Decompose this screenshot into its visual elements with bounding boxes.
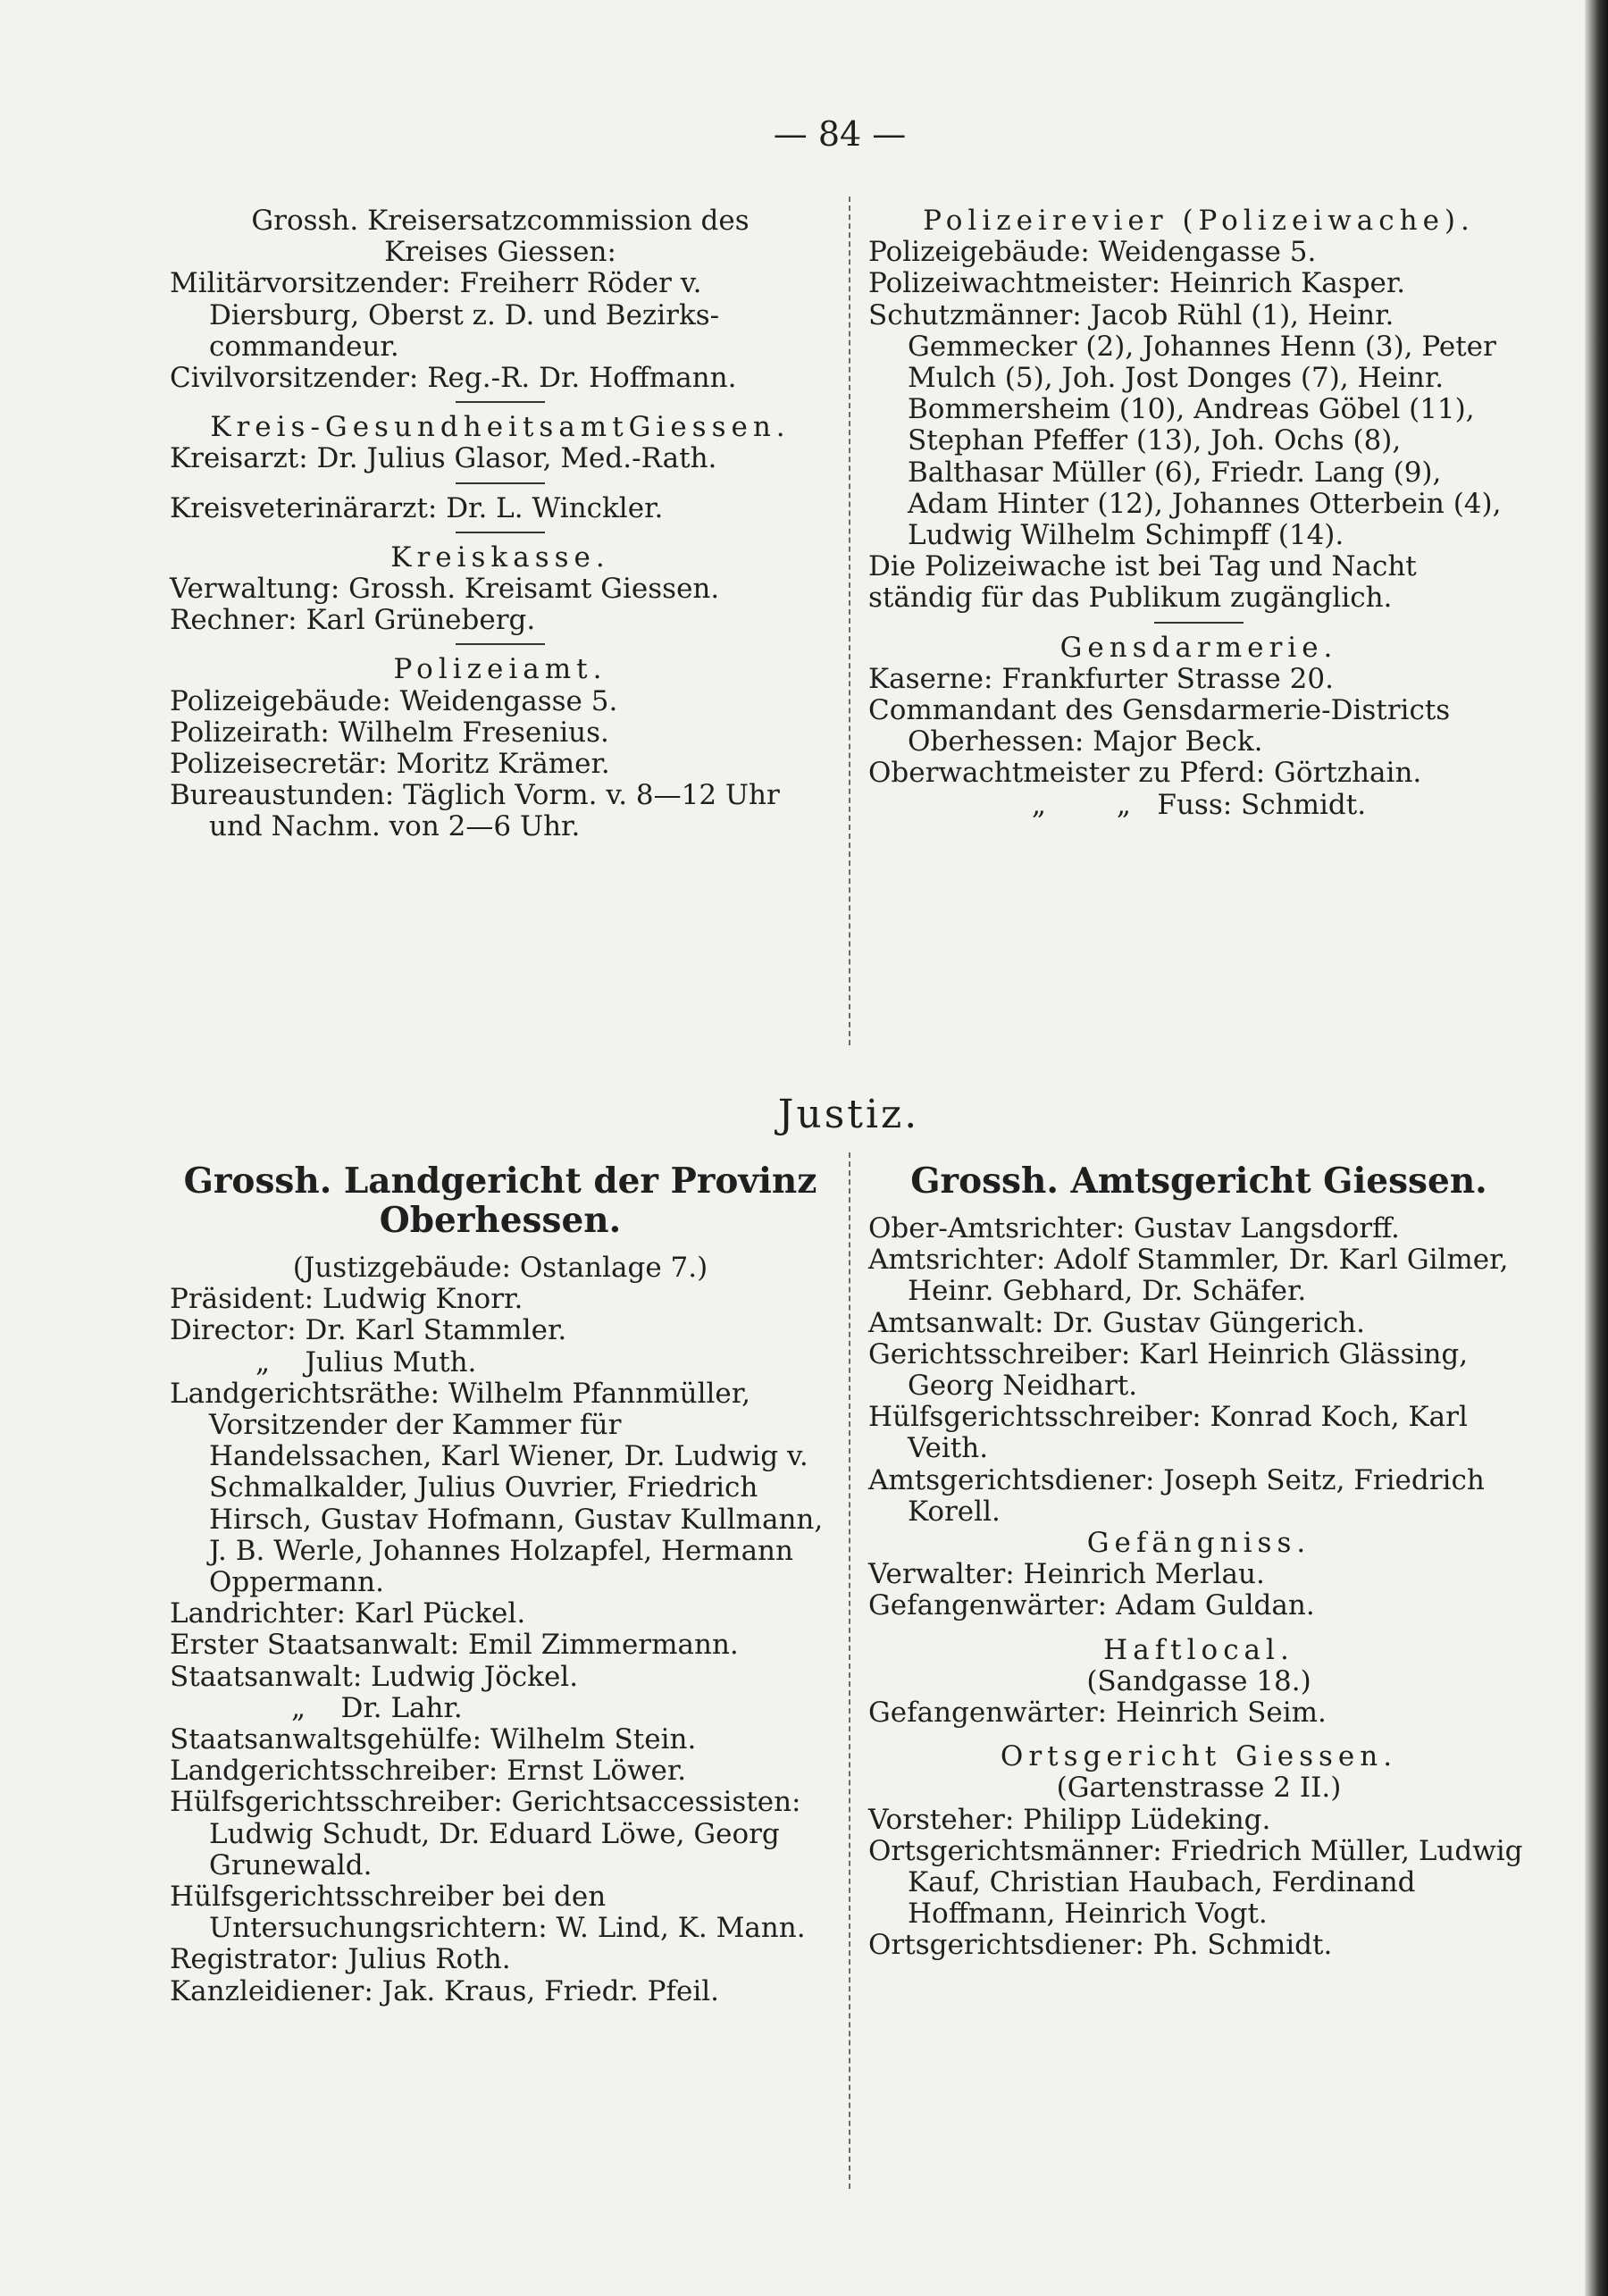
entry-amtsanwalt: Amtsanwalt: Dr. Gustav Güngerich.: [868, 1306, 1366, 1339]
entry-staatsanwalt-1: Staatsanwalt: Ludwig Jöckel.: [170, 1660, 579, 1693]
entry-kreisarzt: Kreisarzt: Dr. Julius Glasor, Med.-Rath.: [170, 442, 717, 475]
heading-polizeirevier: Polizeirevier (Polizeiwache).: [923, 205, 1475, 237]
entry-amtsgerichtsdiener: Amtsgerichtsdiener: Joseph Seitz, Friedrich Korell.: [868, 1463, 1494, 1528]
entry-kanzleidiener: Kanzleidiener: Jak. Kraus, Friedr. Pfeil.: [170, 1974, 720, 2007]
divider: [1154, 622, 1244, 624]
entry-schutzmaenner: Schutzmänner: Jacob Rühl (1), Heinr. Gemmecker (2), Johannes Henn (3), Peter Mulch (5), Joh. Jost Donges (7), Heinr. Bommersheim (10), Andreas Göbel (11), Stephan Pfeffer (13), Joh. Ochs (8), Balthasar Müller (6), Friedr. Lang (9), Adam Hinter (12), Johannes Otterbein (4), Ludwig Wilhelm Schimpff (14).: [868, 298, 1511, 552]
entry-landgerichtsraethe: Landgerichtsräthe: Wilhelm Pfannmüller, Vorsitzender der Kammer für Handelssachen, Karl Wiener, Dr. Ludwig v. Schmalkalder, Julius Ouvrier, Friedrich Hirsch, Gustav Hofmann, Gustav Kullmann, J. B. Werle, Johannes Holzapfel, Hermann Oppermann.: [170, 1377, 833, 1599]
entry-sandgasse: (Sandgasse 18.): [1086, 1664, 1311, 1697]
right-column-bottom: [868, 1161, 1532, 1962]
entry-gartenstrasse: (Gartenstrasse 2 II.): [1056, 1772, 1342, 1805]
entry-bureaustunden: Bureaustunden: Täglich Vorm. v. 8—12 Uhr und Nachm. von 2—6 Uhr.: [170, 779, 789, 843]
entry-polizeirath: Polizeirath: Wilhelm Fresenius.: [170, 716, 609, 749]
entry-gefangenwaerter: Gefangenwärter: Adam Guldan.: [868, 1589, 1315, 1622]
entry-commandant: Commandant des Gensdarmerie-Districts Oberhessen: Major Beck.: [868, 694, 1460, 758]
entry-praesident: Präsident: Ludwig Knorr.: [170, 1283, 523, 1316]
heading-amtsgericht: Grossh. Amtsgericht Giessen.: [910, 1161, 1487, 1202]
entry-gerichtsschreiber: Gerichtsschreiber: Karl Heinrich Glässing, Georg Neidhart.: [868, 1337, 1477, 1403]
page-number: — 84 —: [773, 114, 907, 154]
heading-polizeiamt: Polizeiamt.: [393, 653, 607, 686]
heading-gefaengniss: Gefängniss.: [1086, 1527, 1311, 1560]
divider: [456, 482, 545, 484]
entry-ortsgerichtsdiener: Ortsgerichtsdiener: Ph. Schmidt.: [868, 1929, 1333, 1962]
entry-kreisveterinaerarzt: Kreisveterinärarzt: Dr. L. Winckler.: [170, 491, 664, 524]
entry-kaserne: Kaserne: Frankfurter Strasse 20.: [868, 662, 1334, 695]
divider: [456, 643, 545, 645]
heading-gensdarmerie: Gensdarmerie.: [1059, 631, 1338, 664]
entry-registrator: Registrator: Julius Roth.: [170, 1943, 511, 1976]
entry-oberwachtmeister-fuss: „ „ Fuss: Schmidt.: [1031, 788, 1367, 821]
entry-vorsteher: Vorsteher: Philipp Lüdeking.: [868, 1803, 1271, 1836]
entry-civilvorsitzender: Civilvorsitzender: Reg.-R. Dr. Hoffmann.: [170, 362, 737, 395]
section-title-justiz: Justiz.: [777, 1092, 920, 1137]
column-divider-top: [849, 197, 850, 1045]
entry-ober-amtsrichter: Ober-Amtsrichter: Gustav Langsdorff.: [868, 1212, 1400, 1244]
entry-huelfsgerichtsschreiber-unters: Hülfsgerichtsschreiber bei den Untersuchungsrichtern: W. Lind, K. Mann.: [170, 1881, 806, 1945]
entry-polizeiwachtmeister: Polizeiwachtmeister: Heinrich Kasper.: [868, 267, 1406, 300]
left-column-bottom: [170, 1161, 831, 2007]
heading-kreises-giessen: Kreises Giessen:: [384, 236, 616, 269]
heading-haftlocal: Haftlocal.: [1103, 1633, 1294, 1666]
entry-gefangenwaerter-haftlocal: Gefangenwärter: Heinrich Seim.: [868, 1697, 1327, 1730]
entry-erster-staatsanwalt: Erster Staatsanwalt: Emil Zimmermann.: [170, 1629, 739, 1662]
entry-polizeiwache-note: Die Polizeiwache ist bei Tag und Nacht ständig für das Publikum zugänglich.: [868, 550, 1426, 615]
entry-polizeigebaeude: Polizeigebäude: Weidengasse 5.: [868, 236, 1317, 269]
entry-landrichter: Landrichter: Karl Pückel.: [170, 1597, 526, 1630]
entry-landgerichtsschreiber: Landgerichtsschreiber: Ernst Löwer.: [170, 1755, 687, 1788]
divider: [456, 401, 545, 403]
heading-kreiskasse: Kreiskasse.: [390, 540, 610, 574]
heading-ortsgericht: Ortsgericht Giessen.: [1000, 1740, 1398, 1773]
heading-landgericht: Grossh. Landgericht der Provinz Oberhessen.: [183, 1161, 829, 1241]
entry-verwalter: Verwalter: Heinrich Merlau.: [868, 1558, 1265, 1591]
entry-huelfsgerichtsschreiber: Hülfsgerichtsschreiber: Gerichtsaccessisten: Ludwig Schudt, Dr. Eduard Löwe, Georg Grunewald.: [170, 1786, 810, 1881]
entry-rechner: Rechner: Karl Grüneberg.: [170, 604, 536, 637]
entry-ortsgerichtsmaenner: Ortsgerichtsmänner: Friedrich Müller, Ludwig Kauf, Christian Haubach, Ferdinand Hoffmann, Heinrich Vogt.: [868, 1834, 1532, 1931]
entry-staatsanwaltsgehuelfe: Staatsanwaltsgehülfe: Wilhelm Stein.: [170, 1723, 697, 1756]
entry-oberwachtmeister-pferd: Oberwachtmeister zu Pferd: Görtzhain.: [868, 757, 1422, 790]
scan-edge: [1585, 0, 1608, 2296]
left-column-top: [170, 205, 831, 843]
entry-justizgebaeude: (Justizgebäude: Ostanlage 7.): [292, 1252, 708, 1284]
entry-director-2: „ Julius Muth.: [255, 1345, 477, 1378]
heading-kreis-gesundheitsamt: Kreis-GesundheitsamtGiessen.: [210, 411, 791, 444]
column-divider-bottom: [849, 1152, 850, 2189]
entry-huelfsgerichtsschreiber: Hülfsgerichtsschreiber: Konrad Koch, Karl Veith.: [868, 1401, 1477, 1465]
entry-staatsanwalt-2: „ Dr. Lahr.: [291, 1691, 463, 1724]
entry-militaervorsitzender: Militärvorsitzender: Freiherr Röder v. Diersburg, Oberst z. D. und Bezirks-commandeur.: [170, 267, 720, 363]
entry-amtsrichter: Amtsrichter: Adolf Stammler, Dr. Karl Gilmer, Heinr. Gebhard, Dr. Schäfer.: [868, 1244, 1518, 1308]
entry-director-1: Director: Dr. Karl Stammler.: [170, 1314, 567, 1347]
entry-verwaltung: Verwaltung: Grossh. Kreisamt Giessen.: [170, 573, 720, 606]
divider: [456, 532, 545, 533]
right-column-top: [868, 205, 1529, 821]
heading-kreisersatzcommission: Grossh. Kreisersatzcommission des: [251, 205, 750, 237]
entry-polizeisecretaer: Polizeisecretär: Moritz Krämer.: [170, 748, 610, 781]
entry-polizeigebaeude: Polizeigebäude: Weidengasse 5.: [170, 684, 618, 717]
